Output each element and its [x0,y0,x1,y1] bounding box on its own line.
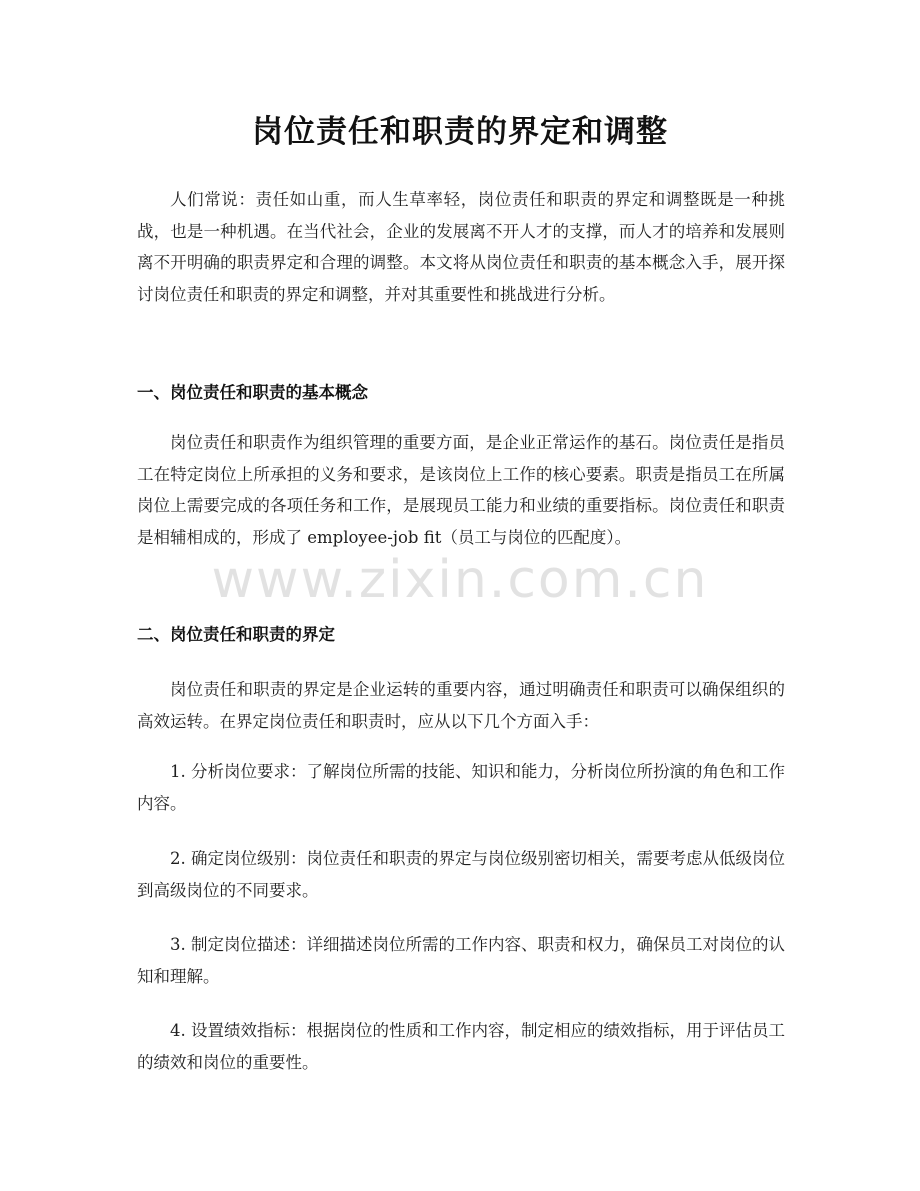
intro-paragraph: 人们常说：责任如山重，而人生草率轻，岗位责任和职责的界定和调整既是一种挑战，也是一种机遇。在当代社会，企业的发展离不开人才的支撑，而人才的培养和发展则离不开明确的职责界定和合理的调整。本文将从岗位责任和职责的基本概念入手，展开探讨岗位责任和职责的界定和调整，并对其重要性和挑战进行分析。 [137,190,785,304]
section-1-paragraph: 岗位责任和职责作为组织管理的重要方面，是企业正常运作的基石。岗位责任是指员工在特定岗位上所承担的义务和要求，是该岗位上工作的核心要素。职责是指员工在所属岗位上需要完成的各项任务和工作，是展现员工能力和业绩的重要指标。岗位责任和职责是相辅相成的，形成了 employee-job fit（员工与岗位的匹配度）。 [137,433,785,547]
section-1-heading: 一、岗位责任和职责的基本概念 [137,383,368,402]
list-item-2: 2. 确定岗位级别：岗位责任和职责的界定与岗位级别密切相关，需要考虑从低级岗位到高级岗位的不同要求。 [137,849,785,900]
page-title: 岗位责任和职责的界定和调整 [252,114,668,150]
section-2-paragraph: 岗位责任和职责的界定是企业运转的重要内容，通过明确责任和职责可以确保组织的高效运转。在界定岗位责任和职责时，应从以下几个方面入手： [137,680,785,731]
watermark: www.zixin.com.cn [211,550,709,610]
list-item-3: 3. 制定岗位描述：详细描述岗位所需的工作内容、职责和权力，确保员工对岗位的认知和理解。 [137,935,785,986]
list-item-4: 4. 设置绩效指标：根据岗位的性质和工作内容，制定相应的绩效指标，用于评估员工的绩效和岗位的重要性。 [137,1021,785,1072]
section-2-heading: 二、岗位责任和职责的界定 [137,625,335,644]
list-item-1: 1. 分析岗位要求：了解岗位所需的技能、知识和能力，分析岗位所扮演的角色和工作内容。 [137,762,785,813]
